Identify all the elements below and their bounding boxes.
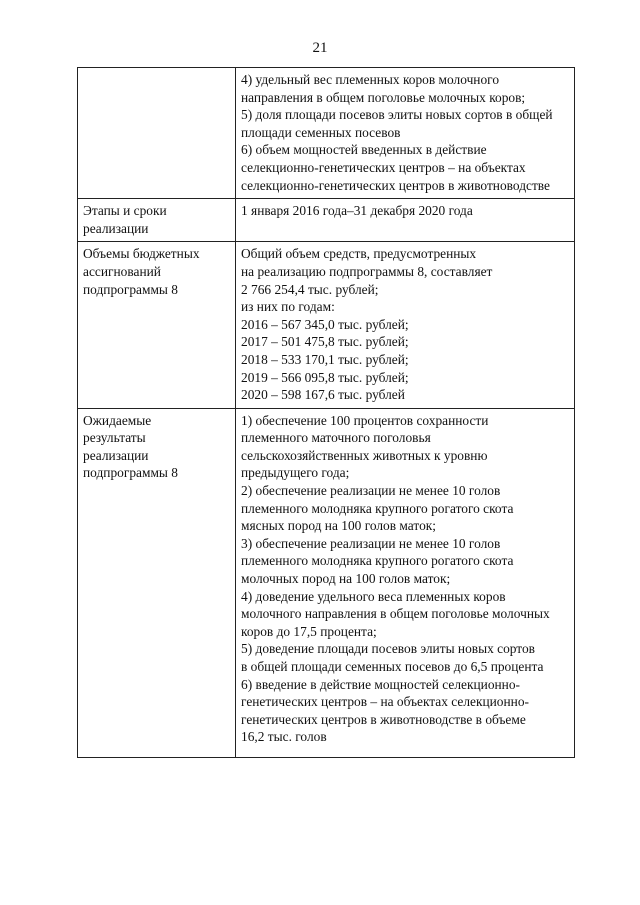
text-line: Общий объем средств, предусмотренных xyxy=(241,246,477,262)
text-line: 2 766 254,4 тыс. рублей; xyxy=(241,281,379,297)
text-line: 1 января 2016 года–31 декабря 2020 года xyxy=(241,203,473,219)
subprogram-passport-table xyxy=(77,67,575,758)
text-line: молочного направления в общем поголовье молочных xyxy=(241,606,550,622)
text-line: 6) объем мощностей введенных в действие xyxy=(241,142,487,158)
text-line: коров до 17,5 процента; xyxy=(241,623,377,639)
stages-text xyxy=(236,199,575,242)
text-line: 16,2 тыс. голов xyxy=(241,729,327,745)
text-line: племенного молодняка крупного рогатого скота xyxy=(241,553,514,569)
text-line: 2018 – 533 170,1 тыс. рублей; xyxy=(241,351,409,367)
text-line: направления в общем поголовье молочных коров; xyxy=(241,89,526,105)
label-line: Объемы бюджетных xyxy=(83,246,200,262)
page-number: 21 xyxy=(312,40,328,56)
indicators-continued-text xyxy=(236,68,575,199)
text-line: 2) обеспечение реализации не менее 10 голов xyxy=(241,483,501,499)
text-line: генетических центров в животноводстве в объеме xyxy=(241,711,526,727)
text-line: 3) обеспечение реализации не менее 10 голов xyxy=(241,535,501,551)
label-line: ассигнований xyxy=(83,263,161,279)
row-label-empty xyxy=(78,68,236,199)
row-label-budget xyxy=(78,242,236,408)
text-line: 4) доведение удельного веса племенных коров xyxy=(241,588,506,604)
label-line: Этапы и сроки xyxy=(83,203,167,219)
text-line: 2016 – 567 345,0 тыс. рублей; xyxy=(241,316,409,332)
text-line: племенного молодняка крупного рогатого скота xyxy=(241,500,514,516)
table-row-indicators-continued xyxy=(78,68,575,199)
row-label-stages xyxy=(78,199,236,242)
text-line: селекционно-генетических центров в животноводстве xyxy=(241,177,550,193)
label-line: Ожидаемые xyxy=(83,412,152,428)
table-row-expected-results xyxy=(78,408,575,757)
label-line: реализации xyxy=(83,220,149,236)
text-line: 5) доведение площади посевов элиты новых сортов xyxy=(241,641,535,657)
text-line: на реализацию подпрограммы 8, составляет xyxy=(241,263,493,279)
table-row-stages xyxy=(78,199,575,242)
text-line: 6) введение в действие мощностей селекционно- xyxy=(241,676,521,692)
text-line: площади семенных посевов xyxy=(241,124,401,140)
budget-text xyxy=(236,242,575,408)
expected-results-text xyxy=(236,408,575,757)
text-line: селекционно-генетических центров – на объектах xyxy=(241,159,526,175)
table-row-budget xyxy=(78,242,575,408)
text-line: из них по годам: xyxy=(241,299,335,315)
text-line: мясных пород на 100 голов маток; xyxy=(241,518,436,534)
label-line: подпрограммы 8 xyxy=(83,281,178,297)
text-line: в общей площади семенных посевов до 6,5 процента xyxy=(241,659,544,674)
label-line: результаты xyxy=(83,430,146,446)
text-line: 1) обеспечение 100 процентов сохранности xyxy=(241,412,489,428)
row-label-expected-results xyxy=(78,408,236,757)
text-line: молочных пород на 100 голов маток; xyxy=(241,571,451,587)
text-line: предыдущего года; xyxy=(241,465,350,481)
text-line: генетических центров – на объектах селекционно- xyxy=(241,694,529,710)
text-line: 5) доля площади посевов элиты новых сортов в общей xyxy=(241,107,553,123)
text-line: 4) удельный вес племенных коров молочного xyxy=(241,72,500,87)
text-line: племенного маточного поголовья xyxy=(241,430,431,446)
text-line: 2017 – 501 475,8 тыс. рублей; xyxy=(241,334,409,350)
text-line: 2020 – 598 167,6 тыс. рублей xyxy=(241,387,405,403)
text-line: 2019 – 566 095,8 тыс. рублей; xyxy=(241,369,409,385)
text-line: сельскохозяйственных животных к уровню xyxy=(241,447,488,463)
label-line: подпрограммы 8 xyxy=(83,465,178,481)
label-line: реализации xyxy=(83,447,149,463)
